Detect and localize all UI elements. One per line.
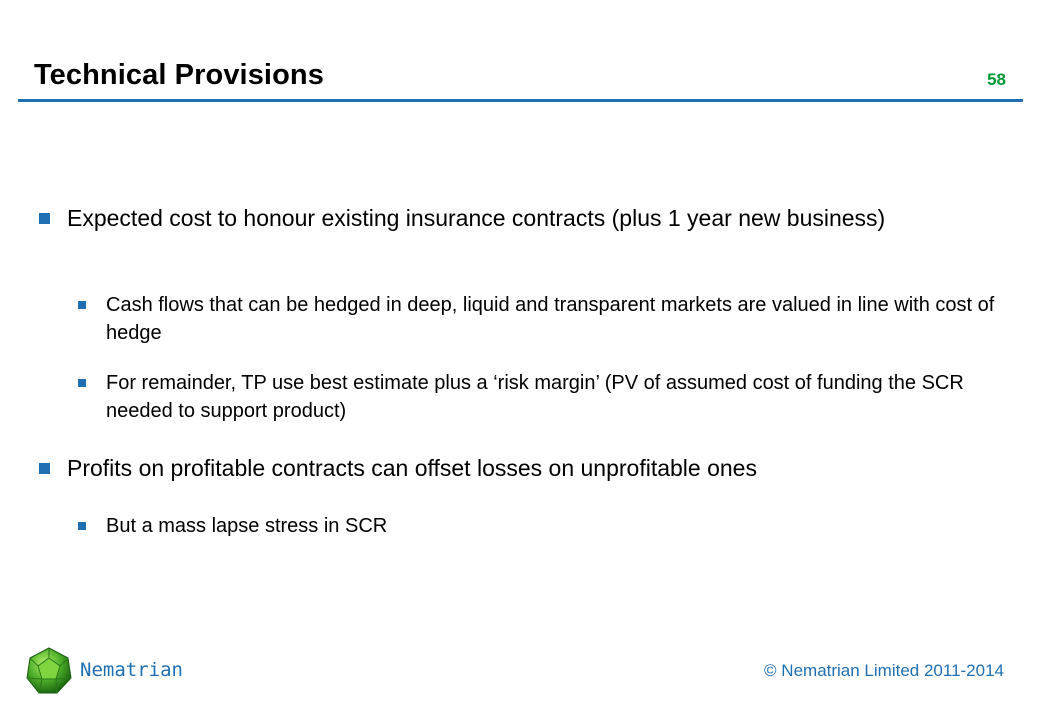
bullet-text: Expected cost to honour existing insurance contracts (plus 1 year new business) <box>67 205 886 231</box>
square-bullet-icon <box>78 522 86 530</box>
square-bullet-icon <box>78 379 86 387</box>
title-divider <box>18 99 1023 102</box>
bullet-text: For remainder, TP use best estimate plus a ‘risk margin’ (PV of assumed cost of funding the SCR needed to support product) <box>106 372 964 422</box>
square-bullet-icon <box>39 213 50 224</box>
bullet-text: Cash flows that can be hedged in deep, liquid and transparent markets are valued in line with cost of hedge <box>106 294 995 344</box>
footer-copyright: © Nematrian Limited 2011-2014 <box>764 661 1004 680</box>
bullet-item-level1 <box>67 202 927 234</box>
bullet-item-level1 <box>67 452 927 484</box>
square-bullet-icon <box>39 463 50 474</box>
slide-title: Technical Provisions <box>34 59 324 91</box>
square-bullet-icon <box>78 301 86 309</box>
bullet-item-level2 <box>106 512 996 540</box>
page-number: 58 <box>987 70 1006 89</box>
footer-brand: Nematrian <box>80 659 183 681</box>
bullet-text: Profits on profitable contracts can offset losses on unprofitable ones <box>67 455 757 481</box>
nematrian-logo-icon <box>24 646 74 696</box>
bullet-text: But a mass lapse stress in SCR <box>106 515 388 537</box>
bullet-item-level2 <box>106 291 996 347</box>
bullet-item-level2 <box>106 369 996 425</box>
